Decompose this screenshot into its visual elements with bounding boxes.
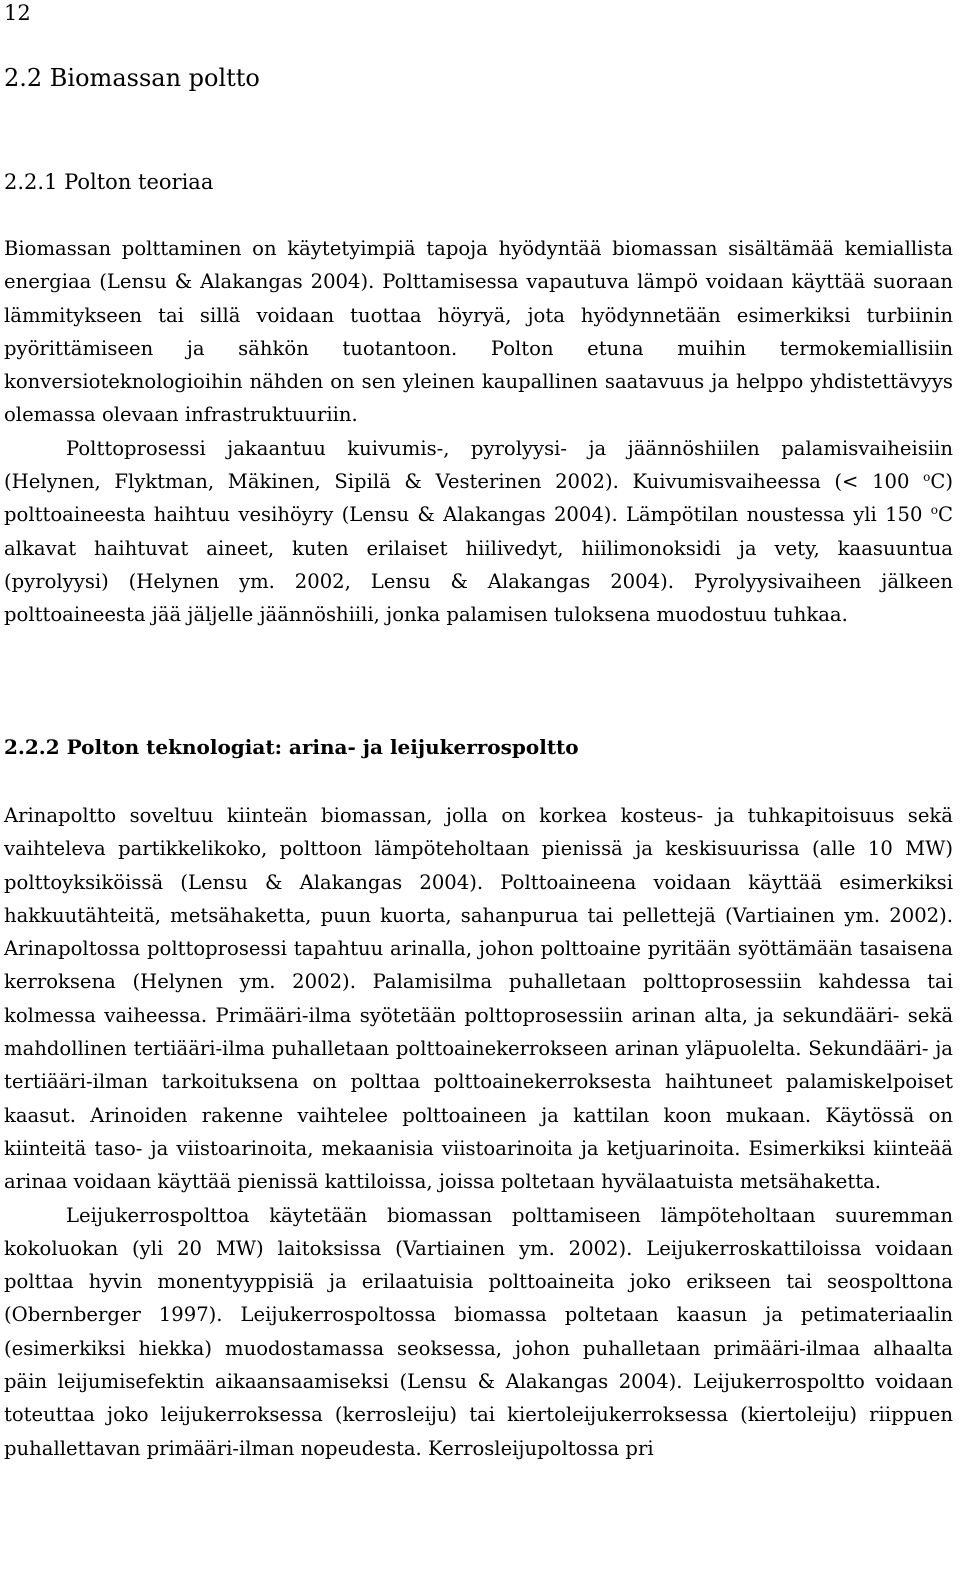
page-number: 12: [4, 1, 31, 25]
subsection-heading-theory: 2.2.1 Polton teoriaa: [4, 170, 214, 194]
paragraph: Leijukerrospolttoa käytetään biomassan polttamiseen lämpöteholtaan suuremman kokoluokan (yli 20 MW) laitoksissa (Vartiainen ym. 2002). Leijukerroskattiloissa voidaan polttaa hyvin monentyyppisiä ja erilaatuisia polttoaineita joko erikseen tai seospolttona (Obernberger 1997). Leijukerrospoltossa biomassa poltetaan kaasun ja petimateriaalin (esimerkiksi hiekka) muodostamassa seoksessa, johon puhalletaan primääri-ilmaa alhaalta päin leijumisefektin aikaansaamiseksi (Lensu & Alakangas 2004). Leijukerrospoltto voidaan toteuttaa joko leijukerroksessa (kerrosleiju) tai kiertoleijukerroksessa (kiertoleiju) riippuen puhallettavan primääri-ilman nopeudesta. Kerrosleijupoltossa pri: [4, 1203, 953, 1460]
subsection-theory-body: [4, 232, 953, 632]
paragraph: Arinapoltto soveltuu kiinteän biomassan, jolla on korkea kosteus- ja tuhkapitoisuus sekä vaihteleva partikkelikoko, polttoon lämpöteholtaan pienissä ja keskisuurissa (alle 10 MW) polttoyksiköissä (Lensu & Alakangas 2004). Polttoaineena voidaan käyttää esimerkiksi hakkuutähteitä, metsähaketta, puun kuorta, sahanpurua tai pellettejä (Vartiainen ym. 2002). Arinapoltossa polttoprosessi tapahtuu arinalla, johon polttoaine pyritään syöttämään tasaisena kerroksena (Helynen ym. 2002). Palamisilma puhalletaan polttoprosessiin kahdessa tai kolmessa vaiheessa. Primääri-ilma syötetään polttoprosessiin arinan alta, ja sekundääri- sekä mahdollinen tertiääri-ilma puhalletaan polttoainekerrokseen arinan yläpuolelta. Sekundääri- ja tertiääri-ilman tarkoituksena on polttaa polttoainekerroksesta haihtuneet palamiskelpoiset kaasut. Arinoiden rakenne vaihtelee polttoaineen ja kattilan koon mukaan. Käytössä on kiinteitä taso- ja viistoarinoita, mekaanisia viistoarinoita ja ketjuarinoita. Esimerkiksi kiinteää arinaa voidaan käyttää pienissä kattiloissa, joissa poltetaan hyvälaatuista metsähaketta.: [4, 804, 953, 1194]
degree-symbol: o: [930, 503, 938, 518]
subsection-technologies-body: [4, 799, 953, 1465]
paragraph: [4, 432, 953, 632]
paragraph: Biomassan polttaminen on käytetyimpiä tapoja hyödyntää biomassan sisältämää kemiallista energiaa (Lensu & Alakangas 2004). Polttamisessa vapautuva lämpö voidaan käyttää suoraan lämmitykseen tai sillä voidaan tuottaa höyryä, jota hyödynnetään esimerkiksi turbiinin pyörittämiseen ja sähkön tuotantoon. Polton etuna muihin termokemiallisiin konversioteknologioihin nähden on sen yleinen kaupallinen saatavuus ja helppo yhdistettävyys olemassa olevaan infrastruktuuriin.: [4, 237, 953, 427]
section-heading: 2.2 Biomassan poltto: [4, 64, 260, 92]
subsection-heading-technologies: 2.2.2 Polton teknologiat: arina- ja leijukerrospoltto: [4, 735, 579, 759]
paragraph-text: C) polttoaineesta haihtuu vesihöyry (Lensu & Alakangas 2004). Lämpötilan noustessa yli 150: [4, 470, 953, 527]
paragraph-text: C alkavat haihtuvat aineet, kuten erilaiset hiilivedyt, hiilimonoksidi ja vety, kaasuuntua (pyrolyysi) (Helynen ym. 2002, Lensu & Alakangas 2004). Pyrolyysivaiheen jälkeen polttoaineesta jää jäljelle jäännöshiili, jonka palamisen tuloksena muodostuu tuhkaa.: [4, 503, 953, 627]
degree-symbol: o: [923, 470, 931, 485]
paragraph-text: Polttoprosessi jakaantuu kuivumis-, pyrolyysi- ja jäännöshiilen palamisvaiheisiin (Helynen, Flyktman, Mäkinen, Sipilä & Vesterinen 2002). Kuivumisvaiheessa (< 100: [4, 436, 953, 494]
